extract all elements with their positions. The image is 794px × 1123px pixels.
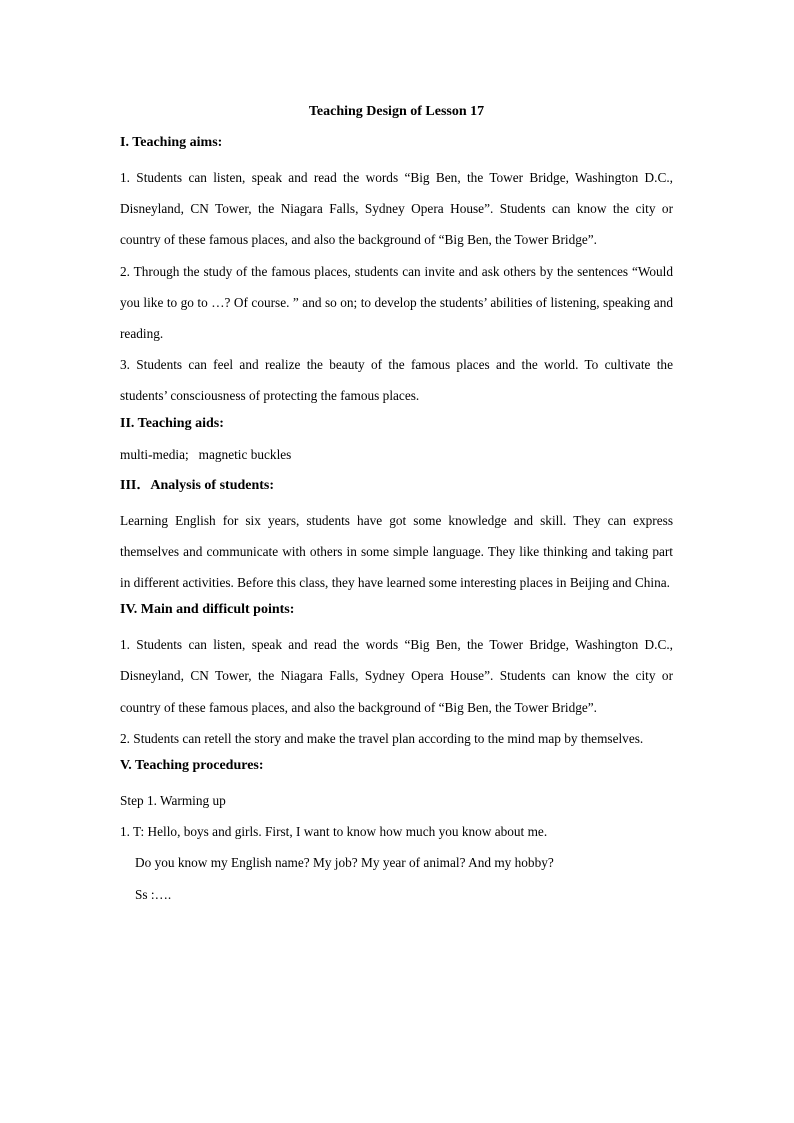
points-paragraph-2: 2. Students can retell the story and make the travel plan according to the mind map by themselves. — [120, 730, 644, 746]
analysis-paragraph: Learning English for six years, students have got some knowledge and skill. They can express themselves and communicate with others in some simple language. They like thinking and taking part in different activities. Before this class, they have learned some interesting places in Beijing and China. — [120, 512, 673, 591]
procedure-line-3: Ss :…. — [135, 886, 172, 902]
aims-paragraph-1: 1. Students can listen, speak and read the words “Big Ben, the Tower Bridge, Washington D.C., Disneyland, CN Tower, the Niagara Falls, Sydney Opera House”. Students can know the city or country of these famous places, and also the background of “Big Ben, the Tower Bridge”. — [120, 170, 673, 248]
section-heading-teaching-aids: II. Teaching aids: — [120, 415, 224, 431]
section-heading-teaching-aims: I. Teaching aims: — [120, 135, 223, 150]
procedure-line-2: Do you know my English name? My job? My year of animal? And my hobby? — [135, 855, 554, 871]
section-heading-main-difficult-points: IV. Main and difficult points: — [120, 602, 295, 618]
section-heading-teaching-procedures: V. Teaching procedures: — [120, 758, 264, 774]
aims-paragraph-2: 2. Through the study of the famous places, students can invite and ask others by the sentences “Would you like to go to …? Of course. ” and so on; to develop the students’ abilities of listening, speaking and reading. — [120, 263, 673, 342]
procedure-step-1: Step 1. Warming up — [120, 793, 226, 809]
document-title: Teaching Design of Lesson 17 — [308, 104, 485, 119]
points-paragraph-1: 1. Students can listen, speak and read the words “Big Ben, the Tower Bridge, Washington D.C., Disneyland, CN Tower, the Niagara Falls, Sydney Opera House”. Students can know the city or country of these famous places, and also the background of “Big Ben, the Tower Bridge”. — [120, 637, 673, 715]
section-heading-analysis-of-students: III．Analysis of students: — [120, 477, 275, 493]
document-page — [120, 100, 673, 910]
procedure-line-1: 1. T: Hello, boys and girls. First, I want to know how much you know about me. — [120, 824, 548, 840]
aims-paragraph-3: 3. Students can feel and realize the beauty of the famous places and the world. To cultivate the students’ consciousness of protecting the famous places. — [120, 357, 673, 404]
aids-paragraph: multi-media; magnetic buckles — [120, 446, 292, 462]
